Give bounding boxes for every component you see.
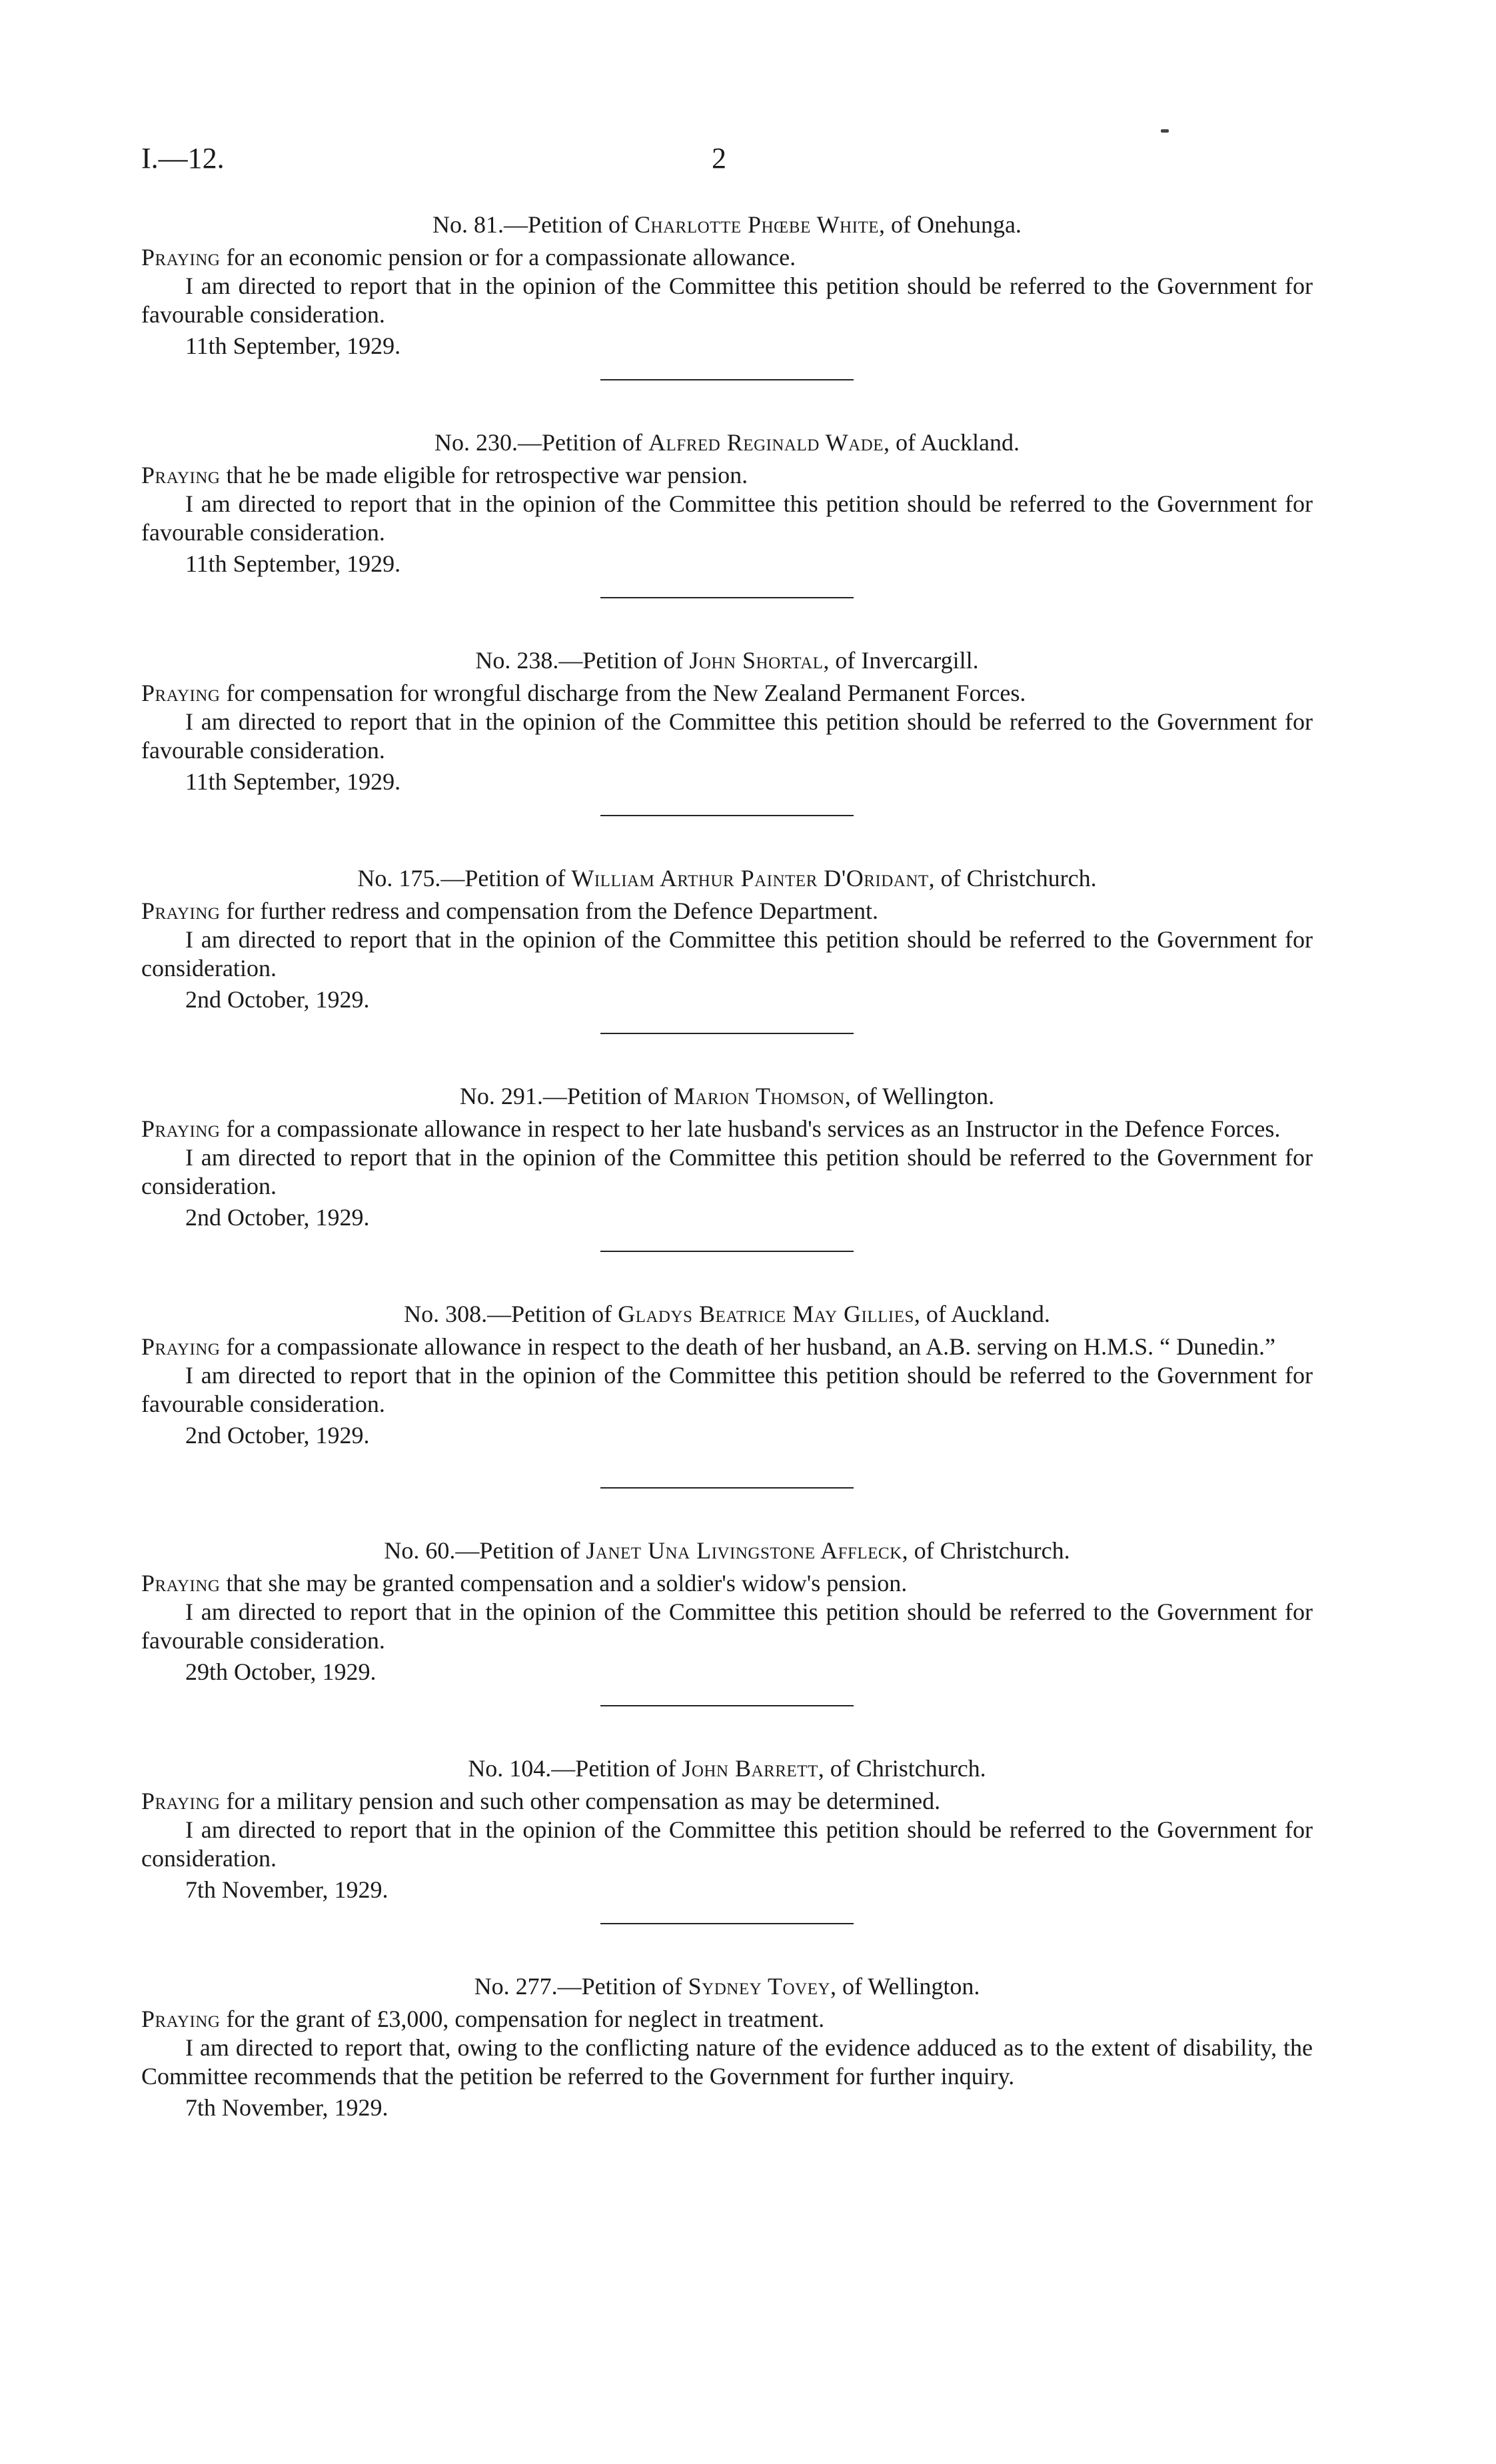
report-date: 7th November, 1929.: [185, 1876, 388, 1903]
petition-104: [141, 1754, 1313, 1904]
report-text: I am directed to report that in the opinion of the Committee this petition should be referred to the Government for favourable consideration.: [141, 1598, 1313, 1654]
section-divider: [600, 1705, 854, 1706]
report-text: I am directed to report that in the opinion of the Committee this petition should be referred to the Government for favourable consideration.: [141, 1362, 1313, 1417]
report-date: 11th September, 1929.: [185, 768, 401, 795]
report-date: 11th September, 1929.: [185, 550, 401, 577]
petitioner-name: Gladys Beatrice May Gillies: [618, 1301, 914, 1327]
petitions-list: [141, 211, 1313, 2122]
praying-text: Praying for compensation for wrongful discharge from the New Zealand Permanent Forces.: [141, 680, 1026, 706]
petitioner-name: Sydney Tovey: [688, 1973, 830, 2000]
praying-text: Praying for the grant of £3,000, compensation for neglect in treatment.: [141, 2006, 825, 2032]
petitioner-name: Charlotte Phœbe White: [634, 211, 879, 238]
report-text: I am directed to report that, owing to the conflicting nature of the evidence adduced as to the extent of disability, the Committee recommends that the petition be referred to the Government for further inquiry.: [141, 2034, 1313, 2090]
petition-291: [141, 1082, 1313, 1232]
report-text: I am directed to report that in the opinion of the Committee this petition should be referred to the Government for favourable consideration.: [141, 490, 1313, 546]
section-divider: [600, 597, 854, 598]
praying-text: Praying for a military pension and such other compensation as may be determined.: [141, 1788, 941, 1814]
report-text: I am directed to report that in the opinion of the Committee this petition should be referred to the Government for favourable consideration.: [141, 273, 1313, 328]
petitioner-name: William Arthur Painter D'Oridant: [571, 865, 929, 892]
petition-heading: No. 81.—Petition of Charlotte Phœbe White, of Onehunga.: [432, 211, 1022, 238]
petitioner-name: Janet Una Livingstone Affleck: [586, 1537, 902, 1564]
petition-81: [141, 211, 1313, 360]
report-text: I am directed to report that in the opinion of the Committee this petition should be referred to the Government for consideration.: [141, 1816, 1313, 1872]
section-divider: [600, 1033, 854, 1034]
petition-230: [141, 428, 1313, 578]
section-divider: [600, 1251, 854, 1252]
praying-text: Praying that he be made eligible for retrospective war pension.: [141, 462, 748, 488]
petition-175: [141, 864, 1313, 1014]
petition-heading: No. 104.—Petition of John Barrett, of Christchurch.: [468, 1755, 986, 1782]
petitioner-name: John Shortal: [689, 647, 824, 674]
report-date: 2nd October, 1929.: [185, 986, 370, 1013]
section-divider: [600, 379, 854, 380]
report-date: 2nd October, 1929.: [185, 1204, 370, 1231]
report-date: 29th October, 1929.: [185, 1658, 376, 1685]
petition-heading: No. 277.—Petition of Sydney Tovey, of Wellington.: [474, 1973, 980, 2000]
petitioner-name: Marion Thomson: [673, 1083, 845, 1109]
praying-text: Praying for further redress and compensation from the Defence Department.: [141, 898, 879, 924]
stray-mark: [1161, 129, 1169, 133]
petition-heading: No. 308.—Petition of Gladys Beatrice May Gillies, of Auckland.: [404, 1301, 1050, 1327]
praying-text: Praying for a compassionate allowance in respect to her late husband's services as an Instructor in the Defence Forces.: [141, 1115, 1281, 1142]
petition-277: [141, 1972, 1313, 2122]
petitioner-name: Alfred Reginald Wade: [648, 429, 884, 456]
report-date: 7th November, 1929.: [185, 2094, 388, 2121]
petition-238: [141, 646, 1313, 796]
praying-text: Praying that she may be granted compensation and a soldier's widow's pension.: [141, 1570, 908, 1596]
report-text: I am directed to report that in the opinion of the Committee this petition should be referred to the Government for consideration.: [141, 1144, 1313, 1199]
page-reference: I.—12.: [141, 142, 225, 175]
petition-heading: No. 60.—Petition of Janet Una Livingstone Affleck, of Christchurch.: [384, 1537, 1070, 1564]
petition-60: [141, 1537, 1313, 1686]
section-divider: [600, 815, 854, 816]
report-text: I am directed to report that in the opinion of the Committee this petition should be referred to the Government for favourable consideration.: [141, 708, 1313, 764]
report-date: 2nd October, 1929.: [185, 1422, 370, 1449]
petition-heading: No. 291.—Petition of Marion Thomson, of Wellington.: [459, 1083, 995, 1109]
section-divider: [600, 1487, 854, 1489]
petition-308: [141, 1300, 1313, 1450]
petitioner-name: John Barrett: [682, 1755, 818, 1782]
petition-heading: No. 175.—Petition of William Arthur Painter D'Oridant, of Christchurch.: [357, 865, 1097, 892]
praying-text: Praying for an economic pension or for a compassionate allowance.: [141, 244, 796, 271]
report-text: I am directed to report that in the opinion of the Committee this petition should be referred to the Government for consideration.: [141, 926, 1313, 981]
report-date: 11th September, 1929.: [185, 332, 401, 359]
petition-heading: No. 238.—Petition of John Shortal, of Invercargill.: [475, 647, 979, 674]
petition-heading: No. 230.—Petition of Alfred Reginald Wade, of Auckland.: [434, 429, 1020, 456]
page-number: 2: [712, 142, 726, 175]
section-divider: [600, 1923, 854, 1924]
praying-text: Praying for a compassionate allowance in respect to the death of her husband, an A.B. serving on H.M.S. “ Dunedin.”: [141, 1333, 1276, 1360]
